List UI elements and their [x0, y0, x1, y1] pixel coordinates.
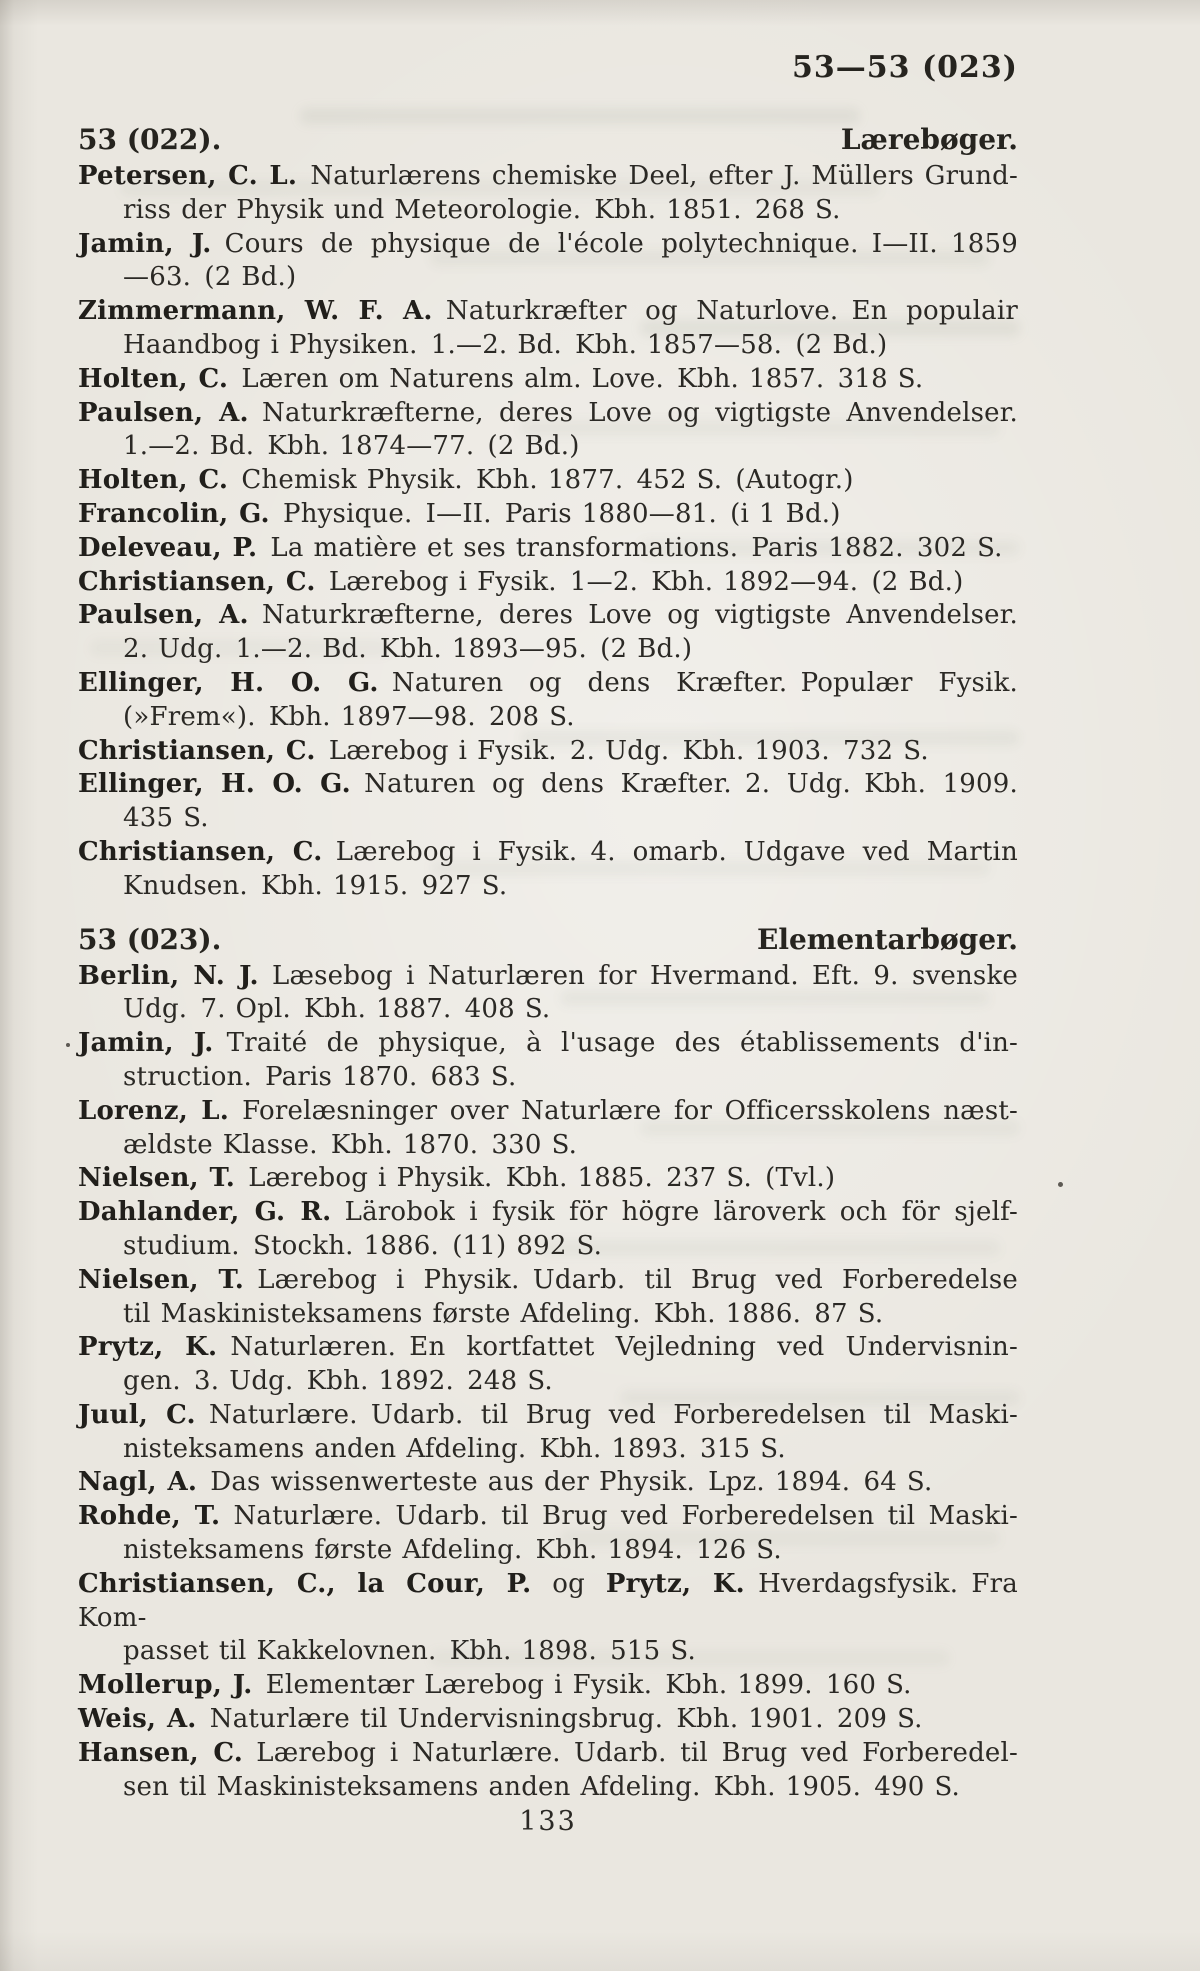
- bibliography-entry: [78, 1568, 1018, 1669]
- bibliography-entry: [78, 464, 1018, 498]
- entry-line: Mollerup, J. Elementær Lærebog i Fysik. Kbh. 1899. 160 S.: [78, 1670, 912, 1701]
- bibliography-entry: [78, 1027, 1018, 1095]
- entry-line: Christiansen, C., la Cour, P. og Prytz, K. Hverdagsfysik. Fra Kom-: [78, 1568, 1018, 1633]
- entry-line: sen til Maskinisteksamens anden Afdeling. Kbh. 1905. 490 S.: [123, 1771, 961, 1802]
- bibliography-entry: [78, 160, 1018, 228]
- running-header: 53—53 (023): [792, 50, 1018, 85]
- entry-author: Nielsen, T.: [78, 1163, 235, 1194]
- entry-line: Nielsen, T. Lærebog i Physik. Udarb. til Brug ved Forberedelse: [78, 1264, 1019, 1295]
- entry-author: Jamin, J.: [78, 1028, 214, 1059]
- entry-line: nisteksamens anden Afdeling. Kbh. 1893. 315 S.: [123, 1433, 786, 1464]
- section-elementarboger: [78, 920, 1018, 1805]
- scan-speck: [66, 1043, 70, 1047]
- section-title: Lærebøger.: [840, 123, 1018, 156]
- entry-line: Jamin, J. Cours de physique de l'école polytechnique. I—II. 1859: [78, 228, 1018, 259]
- entry-author: Mollerup, J.: [78, 1670, 253, 1701]
- entry-author: Christiansen, C.: [78, 735, 316, 766]
- bibliography-entry: [78, 295, 1018, 363]
- entry-author: Petersen, C. L.: [78, 161, 298, 191]
- bibliography-entry: [78, 363, 1018, 397]
- entry-line: passet til Kakkelovnen. Kbh. 1898. 515 S.: [123, 1636, 696, 1667]
- entry-line: til Maskinisteksamens første Afdeling. Kbh. 1886. 87 S.: [123, 1298, 884, 1329]
- entry-author: Jamin, J.: [78, 228, 212, 259]
- bibliography-entry: [78, 1399, 1018, 1467]
- entry-line: Ellinger, H. O. G. Naturen og dens Kræfter. Populær Fysik.: [78, 667, 1018, 698]
- entry-line: riss der Physik und Meteorologie. Kbh. 1851. 268 S.: [123, 194, 841, 225]
- bibliography-entry: [78, 566, 1018, 600]
- bibliography-entry: [78, 228, 1018, 296]
- entry-author: Christiansen, C.: [78, 836, 323, 867]
- entry-author: Deleveau, P.: [78, 532, 258, 563]
- entry-line: Christiansen, C. Lærebog i Fysik. 1—2. Kbh. 1892—94. (2 Bd.): [78, 566, 964, 597]
- entry-author: Christiansen, C.: [78, 566, 316, 597]
- bibliography-entry: [78, 1095, 1018, 1163]
- entry-line: (»Frem«). Kbh. 1897—98. 208 S.: [123, 701, 575, 732]
- entry-author: Juul, C.: [78, 1399, 196, 1430]
- entry-line: Rohde, T. Naturlære. Udarb. til Brug ved Forberedelsen til Maski-: [78, 1501, 1018, 1532]
- section-heading: [78, 920, 1018, 960]
- page-number: 133: [519, 1806, 577, 1837]
- entry-author: Holten, C.: [78, 465, 229, 496]
- entry-line: Udg. 7. Opl. Kbh. 1887. 408 S.: [123, 994, 551, 1025]
- entry-line: Nielsen, T. Lærebog i Physik. Kbh. 1885. 237 S. (Tvl.): [78, 1163, 836, 1194]
- bibliography-entry: [78, 1500, 1018, 1568]
- entry-line: Christiansen, C. Lærebog i Fysik. 4. omarb. Udgave ved Martin: [78, 836, 1018, 867]
- entry-author: Zimmermann, W. F. A.: [78, 296, 433, 327]
- entry-list: [78, 960, 1018, 1805]
- entry-line: Holten, C. Chemisk Physik. Kbh. 1877. 452 S. (Autogr.): [78, 465, 854, 496]
- entry-author: Nagl, A.: [78, 1467, 198, 1498]
- entry-line: Petersen, C. L. Naturlærens chemiske Deel, efter J. Müllers Grund-: [78, 161, 1018, 191]
- section-heading: [78, 120, 1018, 160]
- entry-author: Holten, C.: [78, 363, 229, 394]
- scan-speck: [1058, 1182, 1063, 1187]
- bibliography-entry: [78, 768, 1018, 836]
- entry-line: 2. Udg. 1.—2. Bd. Kbh. 1893—95. (2 Bd.): [123, 634, 693, 665]
- entry-line: Nagl, A. Das wissenwerteste aus der Physik. Lpz. 1894. 64 S.: [78, 1467, 933, 1498]
- section-code: 53 (022).: [78, 123, 222, 156]
- bibliography-entry: [78, 1669, 1018, 1703]
- entry-author: Paulsen, A.: [78, 397, 249, 428]
- entry-line: struction. Paris 1870. 683 S.: [123, 1061, 517, 1092]
- entry-line: Lorenz, L. Forelæsninger over Naturlære for Officersskolens næst-: [78, 1095, 1018, 1126]
- section-title: Elementarbøger.: [757, 922, 1018, 956]
- entry-line: Dahlander, G. R. Lärobok i fysik för högre läroverk och för sjelf-: [78, 1197, 1019, 1228]
- bibliography-entry: [78, 1466, 1018, 1500]
- bibliography-entry: [78, 532, 1018, 566]
- section-laereboger: [78, 120, 1018, 904]
- entry-line: Berlin, N. J. Læsebog i Naturlæren for Hvermand. Eft. 9. svenske: [78, 960, 1018, 991]
- bibliography-entry: [78, 397, 1018, 465]
- entry-line: Jamin, J. Traité de physique, à l'usage des établissements d'in-: [78, 1028, 1018, 1059]
- bibliography-entry: [78, 735, 1018, 769]
- bibliography-entry: [78, 599, 1018, 667]
- entry-line: Ellinger, H. O. G. Naturen og dens Kræfter. 2. Udg. Kbh. 1909.: [78, 769, 1018, 800]
- entry-line: Knudsen. Kbh. 1915. 927 S.: [123, 870, 508, 901]
- entry-author: Ellinger, H. O. G.: [78, 769, 351, 800]
- entry-line: Zimmermann, W. F. A. Naturkræfter og Naturlove. En populair: [78, 296, 1018, 327]
- entry-line: Weis, A. Naturlære til Undervisningsbrug. Kbh. 1901. 209 S.: [78, 1704, 923, 1735]
- entry-author: Ellinger, H. O. G.: [78, 667, 379, 698]
- bibliography-entry: [78, 1264, 1018, 1332]
- bibliography-entry: [78, 836, 1018, 904]
- entry-author: Lorenz, L.: [78, 1095, 229, 1126]
- entry-line: —63. (2 Bd.): [123, 262, 297, 293]
- bibliography-entry: [78, 960, 1018, 1028]
- entry-line: gen. 3. Udg. Kbh. 1892. 248 S.: [123, 1366, 553, 1397]
- entry-author: Hansen, C.: [78, 1737, 244, 1768]
- entry-line: Deleveau, P. La matière et ses transformations. Paris 1882. 302 S.: [78, 532, 1003, 563]
- entry-line: nisteksamens første Afdeling. Kbh. 1894. 126 S.: [123, 1535, 782, 1566]
- bibliography-entry: [78, 1703, 1018, 1737]
- bibliography-entry: [78, 667, 1018, 735]
- entry-line: Hansen, C. Lærebog i Naturlære. Udarb. til Brug ved Forberedel-: [78, 1737, 1018, 1768]
- entry-author: Berlin, N. J.: [78, 960, 259, 991]
- bibliography-entry: [78, 1196, 1018, 1264]
- entry-line: ældste Klasse. Kbh. 1870. 330 S.: [123, 1129, 578, 1160]
- entry-line: Paulsen, A. Naturkræfterne, deres Love og vigtigste Anvendelser.: [78, 397, 1018, 428]
- section-code: 53 (023).: [78, 922, 222, 956]
- entry-author: Weis, A.: [78, 1704, 197, 1735]
- bibliography-entry: [78, 1162, 1018, 1196]
- entry-line: Haandbog i Physiken. 1.—2. Bd. Kbh. 1857—58. (2 Bd.): [123, 329, 888, 360]
- entry-author: Rohde, T.: [78, 1501, 221, 1532]
- entry-line: Prytz, K. Naturlæren. En kortfattet Vejledning ved Undervisnin-: [78, 1332, 1018, 1363]
- entry-line: Holten, C. Læren om Naturens alm. Love. Kbh. 1857. 318 S.: [78, 363, 924, 394]
- bibliography-content: [78, 120, 1018, 1804]
- entry-line: 435 S.: [123, 803, 209, 834]
- entry-author: Nielsen, T.: [78, 1264, 245, 1295]
- entry-line: 1.—2. Bd. Kbh. 1874—77. (2 Bd.): [123, 431, 580, 462]
- entry-author: Prytz, K.: [605, 1568, 745, 1599]
- bibliography-entry: [78, 1331, 1018, 1399]
- entry-line: Juul, C. Naturlære. Udarb. til Brug ved Forberedelsen til Maski-: [78, 1399, 1018, 1430]
- entry-author: Francolin, G.: [78, 498, 270, 529]
- entry-author: Christiansen, C., la Cour, P.: [78, 1568, 532, 1599]
- entry-author: Paulsen, A.: [78, 600, 249, 631]
- entry-line: studium. Stockh. 1886. (11) 892 S.: [123, 1230, 603, 1261]
- entry-list: [78, 160, 1018, 904]
- bibliography-entry: [78, 1737, 1018, 1805]
- entry-author: Dahlander, G. R.: [78, 1197, 332, 1228]
- entry-line: Francolin, G. Physique. I—II. Paris 1880—81. (i 1 Bd.): [78, 498, 841, 529]
- entry-line: Christiansen, C. Lærebog i Fysik. 2. Udg. Kbh. 1903. 732 S.: [78, 735, 929, 766]
- entry-line: Paulsen, A. Naturkræfterne, deres Love og vigtigste Anvendelser.: [78, 600, 1018, 631]
- entry-author: Prytz, K.: [78, 1332, 218, 1363]
- bibliography-entry: [78, 498, 1018, 532]
